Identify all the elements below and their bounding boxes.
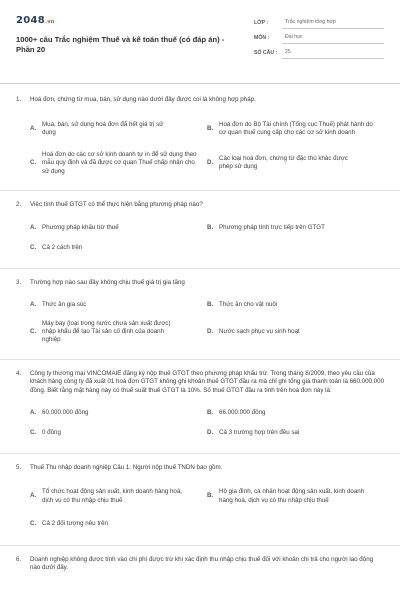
option-text: Hoá đơn do các cơ sở kinh doanh tự in để sử dụng theo mẫu quy định và đã được cơ quan Thuế chấp nhận cho sử dụng: [42, 150, 197, 175]
meta-value: Trắc nghiệm tổng hợp: [282, 19, 384, 29]
option-text: Phương pháp khấu trừ thuế: [42, 223, 119, 231]
option-letter: B.: [207, 300, 214, 308]
option-text: Thức ăn gia súc: [42, 300, 87, 308]
question-text-row: [16, 201, 384, 209]
option-d[interactable]: [207, 146, 384, 180]
option-c[interactable]: [30, 315, 207, 349]
option-a[interactable]: [30, 218, 207, 238]
title-line-2: Phần 20: [16, 44, 46, 54]
question-text-row: [16, 556, 384, 573]
question-divider: [0, 190, 400, 191]
meta-info: [254, 14, 384, 74]
option-text: Tổ chức hoạt động sản xuất, kinh doanh hàng hoá, dịch vụ có thu nhập chịu thuế: [42, 488, 183, 504]
option-c[interactable]: [30, 146, 207, 180]
logo-ext: .vn: [45, 19, 55, 25]
option-letter: B.: [207, 492, 214, 500]
option-b[interactable]: [207, 218, 384, 238]
question-divider: [0, 545, 400, 546]
option-b[interactable]: [207, 295, 384, 315]
option-b[interactable]: [207, 112, 384, 146]
question-6: [16, 556, 384, 573]
option-letter: D.: [207, 428, 214, 436]
option-letter: A.: [30, 492, 37, 500]
question-text-row: [16, 279, 384, 287]
question-text: Việc tính thuế GTGT có thể thực hiện bằng phương pháp nào?: [30, 201, 203, 209]
option-text: Mua, bán, sử dụng hoá đơn đã hết giá trị sử dụng: [42, 121, 164, 137]
question-2: [16, 201, 384, 257]
question-3: [16, 279, 384, 349]
option-letter: A.: [30, 408, 37, 416]
question-number: 5.: [16, 464, 22, 472]
question-list: [16, 96, 384, 572]
option-d[interactable]: [207, 315, 384, 349]
option-text: 0 đồng: [42, 428, 61, 436]
question-1: [16, 96, 384, 180]
question-number: 2.: [16, 201, 22, 209]
meta-row-subject: [254, 29, 384, 44]
option-c[interactable]: [30, 238, 207, 258]
option-a[interactable]: [30, 112, 207, 146]
logo[interactable]: [16, 14, 241, 28]
option-letter: A.: [30, 125, 37, 133]
question-text-row: [16, 370, 384, 395]
meta-value: Đại học: [282, 34, 384, 44]
option-letter: D.: [207, 327, 214, 335]
meta-label: SỐ CÂU :: [254, 49, 278, 56]
option-b[interactable]: [207, 479, 384, 515]
question-text: Thuế Thu nhập doanh nghiệp Câu 1. Người nộp thuế TNDN bao gồm.: [30, 464, 223, 472]
option-letter: A.: [30, 300, 37, 308]
header-divider: [0, 83, 400, 84]
option-text: Máy bay (loại trong nước chưa sản xuất được) nhập khẩu để tạo Tài sản cố định của doanh nghiệp: [42, 319, 171, 344]
options: [16, 295, 384, 349]
logo-main: 2048: [16, 15, 46, 26]
question-divider: [0, 359, 400, 360]
option-text: Các loại hoá đơn, chứng từ đặc thù khác được phép sử dụng: [219, 155, 348, 171]
option-b[interactable]: [207, 403, 384, 423]
options: [16, 403, 384, 443]
option-letter: B.: [207, 408, 214, 416]
option-letter: C.: [30, 159, 37, 167]
option-c[interactable]: [30, 515, 207, 535]
option-text: Cả 3 trường hợp trên đều sai: [219, 428, 300, 436]
title-line-1: 1000+ câu Trắc nghiệm Thuế và kế toán thuế (có đáp án) -: [16, 34, 225, 44]
option-text: 66.000.000 đồng: [219, 408, 266, 416]
header: [16, 14, 384, 74]
option-text: Thức ăn cho vật nuôi: [219, 300, 278, 308]
option-text: Cả 2 đối tượng nêu trên: [42, 520, 108, 528]
option-letter: D.: [207, 159, 214, 167]
option-text: Cả 2 cách trên: [42, 243, 83, 251]
brand-block: [16, 14, 241, 74]
meta-row-count: [254, 44, 384, 59]
option-text: Phương pháp tính trực tiếp trên GTGT: [219, 223, 325, 231]
question-number: 3.: [16, 278, 22, 286]
meta-row-class: [254, 14, 384, 29]
options: [16, 112, 384, 180]
options: [16, 479, 384, 535]
option-d[interactable]: [207, 423, 384, 443]
option-text: Hoá đơn do Bộ Tài chính (Tổng cục Thuế) phát hành do cơ quan thuế cung cấp cho các cơ sở kinh doanh: [219, 121, 373, 137]
option-letter: C.: [30, 327, 37, 335]
question-text: Công ty thương mại VINCOMAIE đăng ký nộp thuế GTGT theo phương pháp khấu trừ. Trong tháng 8/2009, theo yêu cầu của khách hàng công ty đã xuất 01 hoá đơn GTGT không ghi khoản thuế GTGT đầu ra mà chỉ ghi tổng giá thanh toán là 660.000.000 đồng. Biết rằng mặt hàng này có thuế suất thuế GTGT là 10%. Số thuế GTGT đầu ra tính trên hoá đơn này là:: [30, 370, 385, 394]
option-letter: C.: [30, 243, 37, 251]
option-a[interactable]: [30, 295, 207, 315]
option-letter: C.: [30, 428, 37, 436]
option-letter: A.: [30, 223, 37, 231]
option-letter: B.: [207, 125, 214, 133]
option-text: Nước sạch phục vụ sinh hoạt: [219, 327, 300, 335]
meta-label: LỚP :: [254, 19, 269, 26]
question-number: 1.: [16, 96, 22, 103]
option-letter: B.: [207, 223, 214, 231]
question-text: Hoá đơn, chứng từ mua, bán, sử dụng nào dưới đây được coi là không hợp pháp.: [30, 96, 256, 103]
option-c[interactable]: [30, 423, 207, 443]
question-4: [16, 370, 384, 443]
question-number: 6.: [16, 555, 22, 563]
meta-label: MÔN :: [254, 34, 270, 41]
meta-value: 25: [282, 49, 384, 59]
question-number: 4.: [16, 370, 22, 378]
question-text-row: [16, 96, 384, 104]
option-text: Hộ gia đình, cá nhân hoạt động sản xuất, kinh doanh hàng hoá, dịch vụ có thu nhập chịu thuế: [219, 488, 365, 504]
question-text: Doanh nghiệp không được tính vào chi phí được trừ khi xác định thu nhập chịu thuế đối với khoản chi trả cho người lao động nào dưới đây.: [30, 555, 374, 571]
question-text: Trường hợp nào sau đây không chịu thuế giá trị gia tăng: [30, 278, 185, 286]
option-text: 60.000.000 đồng: [42, 408, 89, 416]
page-title: [16, 35, 241, 56]
question-text-row: [16, 464, 384, 472]
option-letter: C.: [30, 520, 37, 528]
options: [16, 218, 384, 258]
question-divider: [0, 453, 400, 454]
question-5: [16, 464, 384, 534]
option-a[interactable]: [30, 403, 207, 423]
question-divider: [0, 268, 400, 269]
option-a[interactable]: [30, 479, 207, 515]
